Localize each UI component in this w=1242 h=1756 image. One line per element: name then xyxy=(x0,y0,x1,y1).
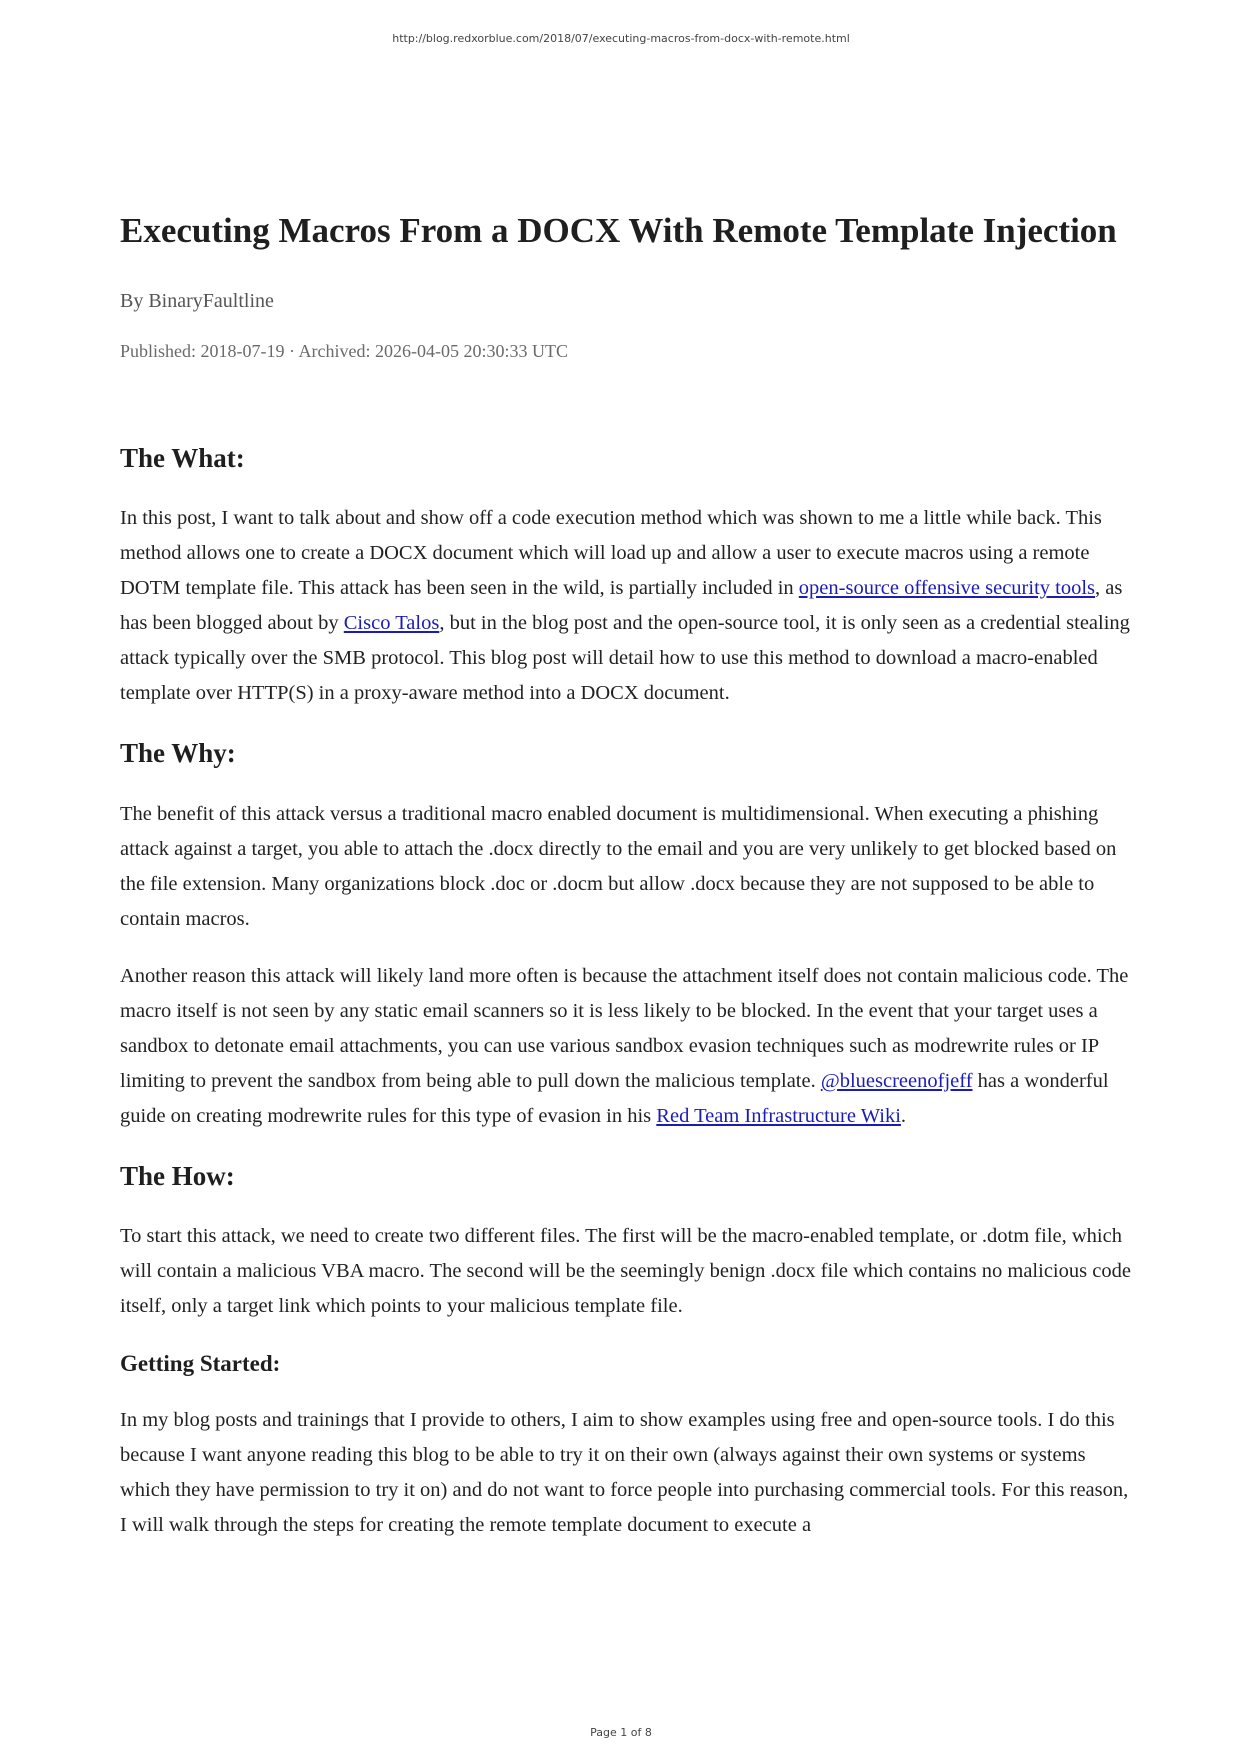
paragraph-how-2: In my blog posts and trainings that I provide to others, I aim to show examples using free and open-source tools. I do this because I want anyone reading this blog to be able to try it on their own (always against their own systems or systems which they have permission to try it on) and do not want to force people into purchasing commercial tools. For this reason, I will walk through the steps for creating the remote template document to execute a xyxy=(120,1408,1129,1536)
heading-the-how: The How: xyxy=(120,1160,235,1191)
link-red-team-infrastructure-wiki[interactable]: Red Team Infrastructure Wiki xyxy=(656,1104,901,1127)
heading-the-why: The Why: xyxy=(120,738,236,769)
link-open-source-offensive-security-tools[interactable]: open-source offensive security tools xyxy=(798,577,1096,600)
paragraph-how-1: To start this attack, we need to create two different files. The first will be the macro-enabled template, or .dotm file, which will contain a malicious VBA macro. The second will be the seemingly benign .docx file which contains no malicious code itself, only a target link which points to your malicious template file. xyxy=(120,1225,1131,1318)
source-url: http://blog.redxorblue.com/2018/07/executing-macros-from-docx-with-remote.html xyxy=(392,32,850,45)
article-byline: By BinaryFaultline xyxy=(120,290,274,312)
page-number: Page 1 of 8 xyxy=(590,1726,652,1739)
article xyxy=(120,210,1135,1543)
article-title: Executing Macros From a DOCX With Remote Template Injection xyxy=(120,211,1117,250)
link-cisco-talos[interactable]: Cisco Talos xyxy=(343,612,440,635)
heading-getting-started: Getting Started: xyxy=(120,1351,281,1377)
paragraph-why-1: The benefit of this attack versus a traditional macro enabled document is multidimensional. When executing a phishing attack against a target, you able to attach the .docx directly to the email and you are very unlikely to get blocked based on the file extension. Many organizations block .doc or .docm but allow .docx because they are not supposed to be able to contain macros. xyxy=(120,802,1117,930)
paragraph-what-1: In this post, I want to talk about and show off a code execution method which was shown to me a little while back. This method allows one to create a DOCX document which will load up and allow a user to execute macros using a remote DOTM template file. This attack has been seen in the wild, is partially included in open-source offensive security tools, as has been blogged about by Cisco Talos, but in the blog post and the open-source tool, it is only seen as a credential stealing attack typically over the SMB protocol. This blog post will detail how to use this method to download a macro-enabled template over HTTP(S) in a proxy-aware method into a DOCX document. xyxy=(120,507,1130,705)
paragraph-why-2: Another reason this attack will likely land more often is because the attachment itself does not contain malicious code. The macro itself is not seen by any static email scanners so it is less likely to be blocked. In the event that your target uses a sandbox to detonate email attachments, you can use various sandbox evasion techniques such as modrewrite rules or IP limiting to prevent the sandbox from being able to pull down the malicious template. @bluescreenofjeff has a wonderful guide on creating modrewrite rules for this type of evasion in his Red Team Infrastructure Wiki. xyxy=(120,964,1129,1127)
heading-the-what: The What: xyxy=(120,443,245,473)
article-meta: Published: 2018-07-19 · Archived: 2026-04-05 20:30:33 UTC xyxy=(120,341,568,361)
link-bluescreenofjeff[interactable]: @bluescreenofjeff xyxy=(820,1069,973,1092)
